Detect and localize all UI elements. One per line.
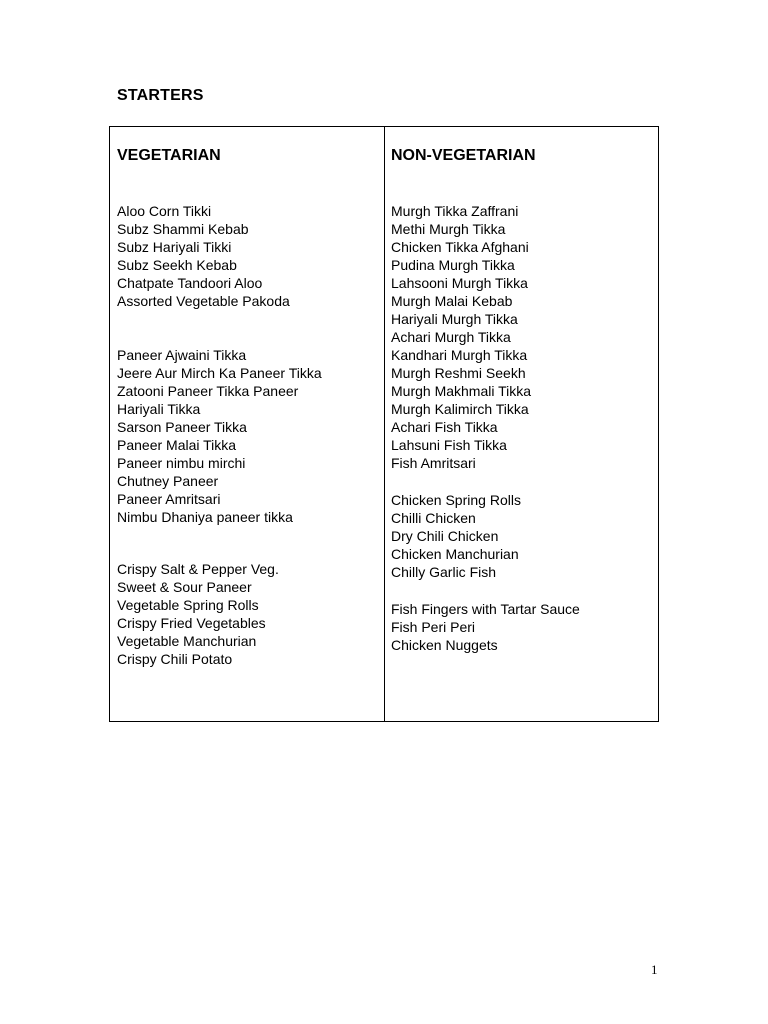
menu-item: Zatooni Paneer Tikka Paneer <box>117 383 299 399</box>
menu-table <box>109 126 659 722</box>
menu-item: Paneer Amritsari <box>117 491 221 507</box>
menu-item: Paneer Malai Tikka <box>117 437 237 453</box>
menu-item: Fish Amritsari <box>391 455 476 471</box>
menu-item: Pudina Murgh Tikka <box>391 257 515 273</box>
menu-item: Subz Seekh Kebab <box>117 257 237 273</box>
menu-item: Jeere Aur Mirch Ka Paneer Tikka <box>117 365 322 381</box>
menu-item: Lahsuni Fish Tikka <box>391 437 507 453</box>
nonveg-group-2 <box>391 491 521 581</box>
menu-item: Sweet & Sour Paneer <box>117 579 252 595</box>
menu-item: Vegetable Manchurian <box>117 633 257 649</box>
non-vegetarian-heading: NON-VEGETARIAN <box>391 147 536 164</box>
menu-item: Chilly Garlic Fish <box>391 564 497 580</box>
menu-item: Chutney Paneer <box>117 473 219 489</box>
menu-item: Murgh Reshmi Seekh <box>391 365 526 381</box>
veg-group-3 <box>117 560 279 668</box>
menu-item: Murgh Tikka Zaffrani <box>391 203 519 219</box>
page-heading: STARTERS <box>117 87 204 104</box>
menu-item: Nimbu Dhaniya paneer tikka <box>117 509 293 525</box>
menu-item: Murgh Kalimirch Tikka <box>391 401 529 417</box>
menu-item: Fish Fingers with Tartar Sauce <box>391 601 580 617</box>
menu-item: Paneer Ajwaini Tikka <box>117 347 247 363</box>
menu-item: Hariyali Tikka <box>117 401 201 417</box>
menu-item: Dry Chili Chicken <box>391 528 499 544</box>
menu-item: Chicken Spring Rolls <box>391 492 521 508</box>
nonveg-group-3 <box>391 600 580 654</box>
menu-item: Chicken Nuggets <box>391 637 498 653</box>
menu-item: Murgh Malai Kebab <box>391 293 513 309</box>
menu-item: Kandhari Murgh Tikka <box>391 347 528 363</box>
menu-item: Subz Shammi Kebab <box>117 221 249 237</box>
menu-item: Crispy Chili Potato <box>117 651 233 667</box>
menu-item: Chilli Chicken <box>391 510 476 526</box>
nonveg-group-1 <box>391 202 531 472</box>
column-divider <box>384 127 385 721</box>
menu-item: Paneer nimbu mirchi <box>117 455 246 471</box>
menu-item: Chicken Tikka Afghani <box>391 239 529 255</box>
menu-item: Chicken Manchurian <box>391 546 519 562</box>
menu-item: Chatpate Tandoori Aloo <box>117 275 263 291</box>
page-number: 1 <box>651 962 658 977</box>
menu-item: Achari Fish Tikka <box>391 419 498 435</box>
menu-item: Crispy Fried Vegetables <box>117 615 266 631</box>
menu-item: Murgh Makhmali Tikka <box>391 383 532 399</box>
menu-item: Assorted Vegetable Pakoda <box>117 293 290 309</box>
menu-item: Hariyali Murgh Tikka <box>391 311 518 327</box>
menu-item: Lahsooni Murgh Tikka <box>391 275 528 291</box>
menu-item: Subz Hariyali Tikki <box>117 239 232 255</box>
menu-item: Fish Peri Peri <box>391 619 476 635</box>
menu-item: Aloo Corn Tikki <box>117 203 212 219</box>
menu-item: Crispy Salt & Pepper Veg. <box>117 561 279 577</box>
menu-item: Vegetable Spring Rolls <box>117 597 259 613</box>
veg-group-2 <box>117 346 322 526</box>
menu-item: Methi Murgh Tikka <box>391 221 506 237</box>
menu-item: Sarson Paneer Tikka <box>117 419 247 435</box>
menu-item: Achari Murgh Tikka <box>391 329 511 345</box>
veg-group-1 <box>117 202 290 310</box>
vegetarian-heading: VEGETARIAN <box>117 147 221 164</box>
